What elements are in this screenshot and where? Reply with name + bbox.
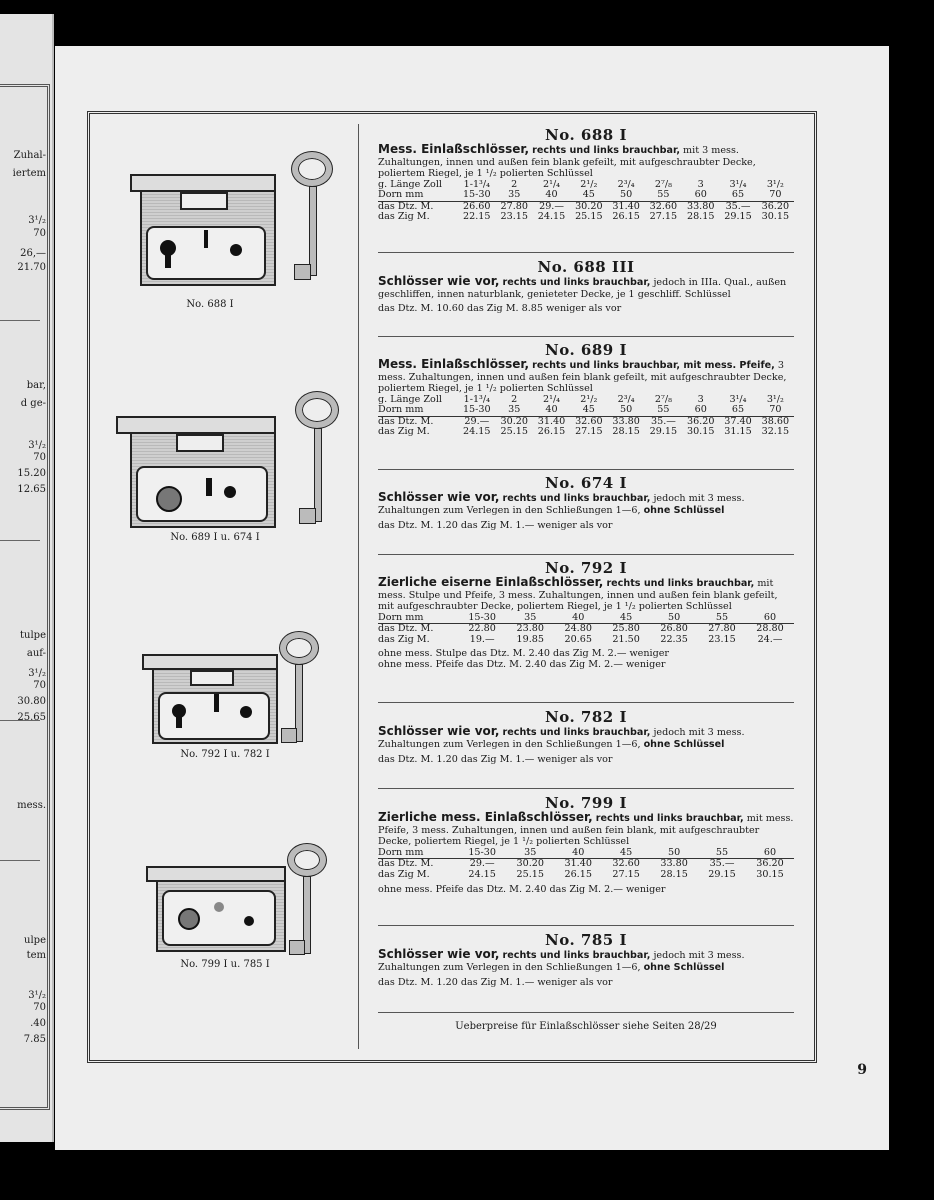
table-cell: 3¹/₂ <box>766 178 784 190</box>
table-cell: 24.15 <box>463 426 491 437</box>
section-number: No. 688 I <box>545 126 627 144</box>
table-cell: 1-1³/₄ <box>463 178 490 190</box>
table-cell: 32.15 <box>761 426 790 437</box>
table-cell: 29.15 <box>724 211 752 222</box>
table-cell: 2⁷/₈ <box>654 178 672 190</box>
section-number: No. 674 I <box>545 474 627 492</box>
section-separator <box>378 554 794 555</box>
table-cell: 15-30 <box>458 613 506 624</box>
table-cell: 38.60 <box>761 415 790 427</box>
table-cell: 22.80 <box>468 623 496 634</box>
table-cell: 33.80 <box>686 200 715 212</box>
section-separator <box>378 336 794 337</box>
price-line: das Dtz. M. 1.20 das Zig M. 1.— weniger als vor <box>378 754 613 765</box>
left-page-text: tem <box>26 950 46 961</box>
section-782 <box>378 708 794 765</box>
table-cell: 35 <box>506 613 554 624</box>
section-792 <box>378 559 794 670</box>
table-cell: 32.60 <box>575 415 603 427</box>
row-label: Dorn mm <box>378 613 458 624</box>
section-674 <box>378 474 794 531</box>
left-page-text: iertem <box>12 168 46 179</box>
caption-689: No. 689 I u. 674 I <box>170 532 260 543</box>
row-label: das Dtz. M. <box>378 200 434 212</box>
section-separator <box>378 1012 794 1013</box>
table-cell: 35.— <box>709 858 735 869</box>
table-cell: 27.80 <box>708 623 736 634</box>
table-cell: 2¹/₂ <box>580 178 598 190</box>
table-cell: 25.15 <box>500 426 528 437</box>
section-689 <box>378 341 794 438</box>
table-row <box>378 859 794 870</box>
table-cell: 36.20 <box>686 415 715 427</box>
table-cell: 20.65 <box>564 633 592 645</box>
table-cell: 31.40 <box>537 415 566 427</box>
row-label: das Dtz. M. <box>378 623 434 634</box>
table-cell: 25.80 <box>612 623 640 634</box>
row-label: Dorn mm <box>378 848 458 859</box>
table-cell: 60 <box>682 190 719 201</box>
table-cell: 29.— <box>539 200 564 212</box>
price-table <box>378 613 794 646</box>
section-description: Zierliche eiserne Einlaßschlösser, rechts und links brauchbar, mit mess. Stulpe und Pfeife, 3 mess. Zuhaltungen, innen und außen fein blank gefeilt, mit aufgeschraubter Decke, poliertem Riegel, je 1 ¹/₂ polierten Schlüssel <box>378 575 778 612</box>
table-row <box>378 870 794 881</box>
table-cell: 60 <box>682 405 719 416</box>
table-cell: 2¹/₂ <box>580 393 598 405</box>
table-row <box>378 635 794 646</box>
section-description: Schlösser wie vor, rechts und links brauchbar, jedoch mit 3 mess. Zuhaltungen zum Verlegen in den Schließungen 1—6, ohne Schlüssel <box>378 724 745 750</box>
table-cell: 35 <box>496 190 533 201</box>
price-line: das Dtz. M. 1.20 das Zig M. 1.— weniger als vor <box>378 520 613 531</box>
price-line: ohne mess. Pfeife das Dtz. M. 2.40 das Zig M. 2.— weniger <box>378 659 666 670</box>
table-cell: 28.15 <box>612 426 640 437</box>
table-cell: 29.15 <box>708 868 736 880</box>
table-cell: 30.20 <box>516 858 544 869</box>
left-page-text: 70 <box>33 452 46 463</box>
table-cell: 40 <box>533 190 570 201</box>
table-cell: 32.60 <box>649 200 678 212</box>
table-cell: 19.85 <box>516 633 544 645</box>
table-row <box>378 190 794 201</box>
table-cell: 15-30 <box>458 848 506 859</box>
table-cell: 23.15 <box>708 633 736 645</box>
table-cell: 26.15 <box>564 868 592 880</box>
table-cell: 35 <box>496 405 533 416</box>
table-cell: 65 <box>719 190 756 201</box>
table-cell: 37.40 <box>724 415 752 427</box>
table-cell: 65 <box>719 405 756 416</box>
table-cell: 30.20 <box>500 415 528 427</box>
left-page-text: 21.70 <box>17 262 46 273</box>
table-row <box>378 212 794 223</box>
left-page-text: 3¹/₂ <box>28 668 46 679</box>
price-line: das Dtz. M. 1.20 das Zig M. 1.— weniger als vor <box>378 977 613 988</box>
price-line: ohne mess. Stulpe das Dtz. M. 2.40 das Zig M. 2.— weniger <box>378 648 670 659</box>
table-cell: 35.— <box>725 200 751 212</box>
left-page-text: ulpe <box>24 935 46 946</box>
left-page-rule <box>0 540 40 541</box>
left-page-text: 3¹/₂ <box>28 215 46 226</box>
table-cell: 28.15 <box>660 868 688 880</box>
table-row <box>378 405 794 416</box>
left-page-rule <box>0 720 40 721</box>
page-number: 9 <box>857 1062 867 1078</box>
table-cell: 27.15 <box>612 868 640 880</box>
table-cell: 29.— <box>464 415 490 427</box>
row-label: das Zig M. <box>378 426 430 437</box>
row-label: das Zig M. <box>378 868 430 880</box>
table-cell: 50 <box>607 405 644 416</box>
table-cell: 31.15 <box>724 426 752 437</box>
table-cell: 28.15 <box>686 211 715 222</box>
table-cell: 1-1³/₄ <box>463 393 490 405</box>
table-cell: 24.15 <box>537 211 566 222</box>
left-page-text: 15.20 <box>17 468 46 479</box>
table-cell: 24.— <box>757 633 783 645</box>
table-row <box>378 427 794 438</box>
table-row <box>378 624 794 635</box>
table-cell: 27.80 <box>500 200 528 212</box>
table-cell: 50 <box>650 848 698 859</box>
caption-792: No. 792 I u. 782 I <box>180 749 270 760</box>
table-cell: 27.15 <box>649 211 678 222</box>
section-description: Mess. Einlaßschlösser, rechts und links brauchbar, mit 3 mess. Zuhaltungen, innen und außen fein blank gefeilt, mit aufgeschraubter Decke, poliertem Riegel, je 1 ¹/₂ polierten Schlüssel <box>378 142 756 179</box>
table-cell: 15-30 <box>458 190 496 201</box>
table-cell: 35 <box>506 848 554 859</box>
table-cell: 55 <box>645 190 682 201</box>
table-cell: 29.15 <box>649 426 678 437</box>
left-page-text: 3¹/₂ <box>28 440 46 451</box>
section-799 <box>378 794 794 895</box>
table-cell: 23.80 <box>516 623 544 634</box>
section-separator <box>378 469 794 470</box>
left-page-text: 26,— <box>20 248 46 259</box>
table-cell: 2³/₄ <box>617 178 635 190</box>
section-separator <box>378 788 794 789</box>
table-cell: 33.80 <box>612 415 640 427</box>
table-cell: 15-30 <box>458 405 496 416</box>
row-label: das Zig M. <box>378 633 430 645</box>
table-cell: 31.40 <box>564 858 592 869</box>
table-cell: 2⁷/₈ <box>654 393 672 405</box>
table-cell: 45 <box>570 405 607 416</box>
table-cell: 45 <box>570 190 607 201</box>
row-label: g. Länge Zoll <box>378 178 442 190</box>
table-cell: 27.15 <box>575 426 603 437</box>
section-688-iii <box>378 258 794 314</box>
row-label: das Dtz. M. <box>378 415 434 427</box>
footnote: Ueberpreise für Einlaßschlösser siehe Seiten 28/29 <box>455 1021 717 1032</box>
table-cell: 25.15 <box>575 211 603 222</box>
section-description: Schlösser wie vor, rechts und links brauchbar, jedoch mit 3 mess. Zuhaltungen zum Verlegen in den Schließungen 1—6, ohne Schlüssel <box>378 947 745 973</box>
table-cell: 50 <box>607 190 644 201</box>
section-number: No. 792 I <box>545 559 627 577</box>
left-page-rule <box>0 320 40 321</box>
table-cell: 28.80 <box>756 623 784 634</box>
section-number: No. 782 I <box>545 708 627 726</box>
left-page-text: 70 <box>33 680 46 691</box>
table-cell: 3¹/₂ <box>766 393 784 405</box>
section-number: No. 785 I <box>545 931 627 949</box>
table-cell: 70 <box>757 190 794 201</box>
price-line: ohne mess. Pfeife das Dtz. M. 2.40 das Zig M. 2.— weniger <box>378 884 666 895</box>
price-line: das Dtz. M. 10.60 das Zig M. 8.85 weniger als vor <box>378 303 622 314</box>
left-page-fragment <box>0 14 54 1142</box>
left-page-text: 30.80 <box>17 696 46 707</box>
table-cell: 25.15 <box>516 868 544 880</box>
table-cell: 3 <box>697 178 704 190</box>
table-cell: 21.50 <box>612 633 640 645</box>
table-cell: 26.15 <box>537 426 566 437</box>
table-cell: 3¹/₄ <box>729 393 747 405</box>
page-frame <box>87 111 817 1063</box>
caption-799: No. 799 I u. 785 I <box>180 959 270 970</box>
table-cell: 45 <box>602 613 650 624</box>
table-cell: 70 <box>757 405 794 416</box>
table-row <box>378 848 794 859</box>
table-cell: 55 <box>645 405 682 416</box>
left-page-text: mess. <box>17 800 46 811</box>
table-cell: 2³/₄ <box>617 393 635 405</box>
left-page-text: bar, <box>26 380 46 391</box>
table-cell: 29.— <box>469 858 495 869</box>
table-cell: 30.20 <box>575 200 603 212</box>
section-description: Schlösser wie vor, rechts und links brauchbar, jedoch mit 3 mess. Zuhaltungen zum Verlegen in den Schließungen 1—6, ohne Schlüssel <box>378 490 745 516</box>
table-cell: 24.15 <box>468 868 496 880</box>
table-cell: 23.15 <box>500 211 528 222</box>
price-table <box>378 395 794 438</box>
left-page-text: Zuhal- <box>13 150 46 161</box>
row-label: Dorn mm <box>378 405 458 416</box>
left-page-text: 25.65 <box>17 712 46 723</box>
table-cell: 26.60 <box>463 200 491 212</box>
table-cell: 40 <box>554 613 602 624</box>
table-cell: 36.20 <box>756 858 784 869</box>
table-cell: 2¹/₄ <box>543 178 561 190</box>
left-page-rule <box>0 860 40 861</box>
section-separator <box>378 925 794 926</box>
table-cell: 33.80 <box>660 858 688 869</box>
table-row <box>378 613 794 624</box>
table-cell: 50 <box>650 613 698 624</box>
caption-688: No. 688 I <box>186 299 234 310</box>
table-cell: 60 <box>746 613 794 624</box>
left-page-text: 7.85 <box>23 1034 46 1045</box>
section-description: Schlösser wie vor, rechts und links brauchbar, jedoch in IIIa. Qual., außen geschliffen, innen naturblank, genieteter Decke, je 1 geschliff. Schlüssel <box>378 274 787 300</box>
table-cell: 45 <box>602 848 650 859</box>
table-cell: 24.80 <box>564 623 592 634</box>
left-page-text: tulpe <box>20 630 46 641</box>
section-number: No. 688 III <box>537 258 635 276</box>
table-cell: 22.15 <box>463 211 491 222</box>
table-cell: 22.35 <box>660 633 688 645</box>
left-page-text: 70 <box>33 228 46 239</box>
section-688 <box>378 126 794 223</box>
left-page-text: 70 <box>33 1002 46 1013</box>
price-table <box>378 848 794 881</box>
row-label: g. Länge Zoll <box>378 393 442 405</box>
table-cell: 31.40 <box>612 200 640 212</box>
table-cell: 30.15 <box>686 426 715 437</box>
section-number: No. 799 I <box>545 794 627 812</box>
catalog-page <box>55 46 889 1150</box>
table-cell: 40 <box>533 405 570 416</box>
table-cell: 26.15 <box>612 211 640 222</box>
price-table <box>378 180 794 223</box>
table-cell: 2 <box>511 178 518 190</box>
section-description: Mess. Einlaßschlösser, rechts und links brauchbar, mit mess. Pfeife, 3 mess. Zuhaltungen, innen und außen fein blank gefeilt, mit aufgeschraubter Decke, poliertem Riegel, je 1 ¹/₂ polierten Schlüssel <box>378 357 787 394</box>
row-label: das Zig M. <box>378 211 430 222</box>
column-divider <box>358 124 359 1049</box>
left-page-text: 12.65 <box>17 484 46 495</box>
section-number: No. 689 I <box>545 341 627 359</box>
left-page-text: auf- <box>26 648 46 659</box>
table-cell: 2 <box>511 393 518 405</box>
table-cell: 36.20 <box>761 200 790 212</box>
row-label: Dorn mm <box>378 190 458 201</box>
table-cell: 30.15 <box>761 211 790 222</box>
table-cell: 35.— <box>650 415 676 427</box>
row-label: das Dtz. M. <box>378 858 434 869</box>
left-page-text: .40 <box>30 1018 46 1029</box>
section-separator <box>378 702 794 703</box>
table-cell: 40 <box>554 848 602 859</box>
left-page-text: 3¹/₂ <box>28 990 46 1001</box>
section-description: Zierliche mess. Einlaßschlösser, rechts und links brauchbar, mit mess. Pfeife, 3 mess. Zuhaltungen, innen und außen fein blank, mit aufgeschraubter Decke, poliertem Riegel, je 1 ¹/₂ polierten Schlüssel <box>378 810 794 847</box>
table-cell: 55 <box>698 848 746 859</box>
table-cell: 19.— <box>469 633 495 645</box>
section-785 <box>378 931 794 988</box>
table-cell: 26.80 <box>660 623 688 634</box>
table-cell: 3¹/₄ <box>729 178 747 190</box>
table-cell: 60 <box>746 848 794 859</box>
section-separator <box>378 252 794 253</box>
table-cell: 3 <box>697 393 704 405</box>
table-cell: 2¹/₄ <box>543 393 561 405</box>
table-cell: 32.60 <box>612 858 640 869</box>
table-cell: 30.15 <box>756 868 784 880</box>
table-cell: 55 <box>698 613 746 624</box>
left-page-text: d ge- <box>20 398 46 409</box>
